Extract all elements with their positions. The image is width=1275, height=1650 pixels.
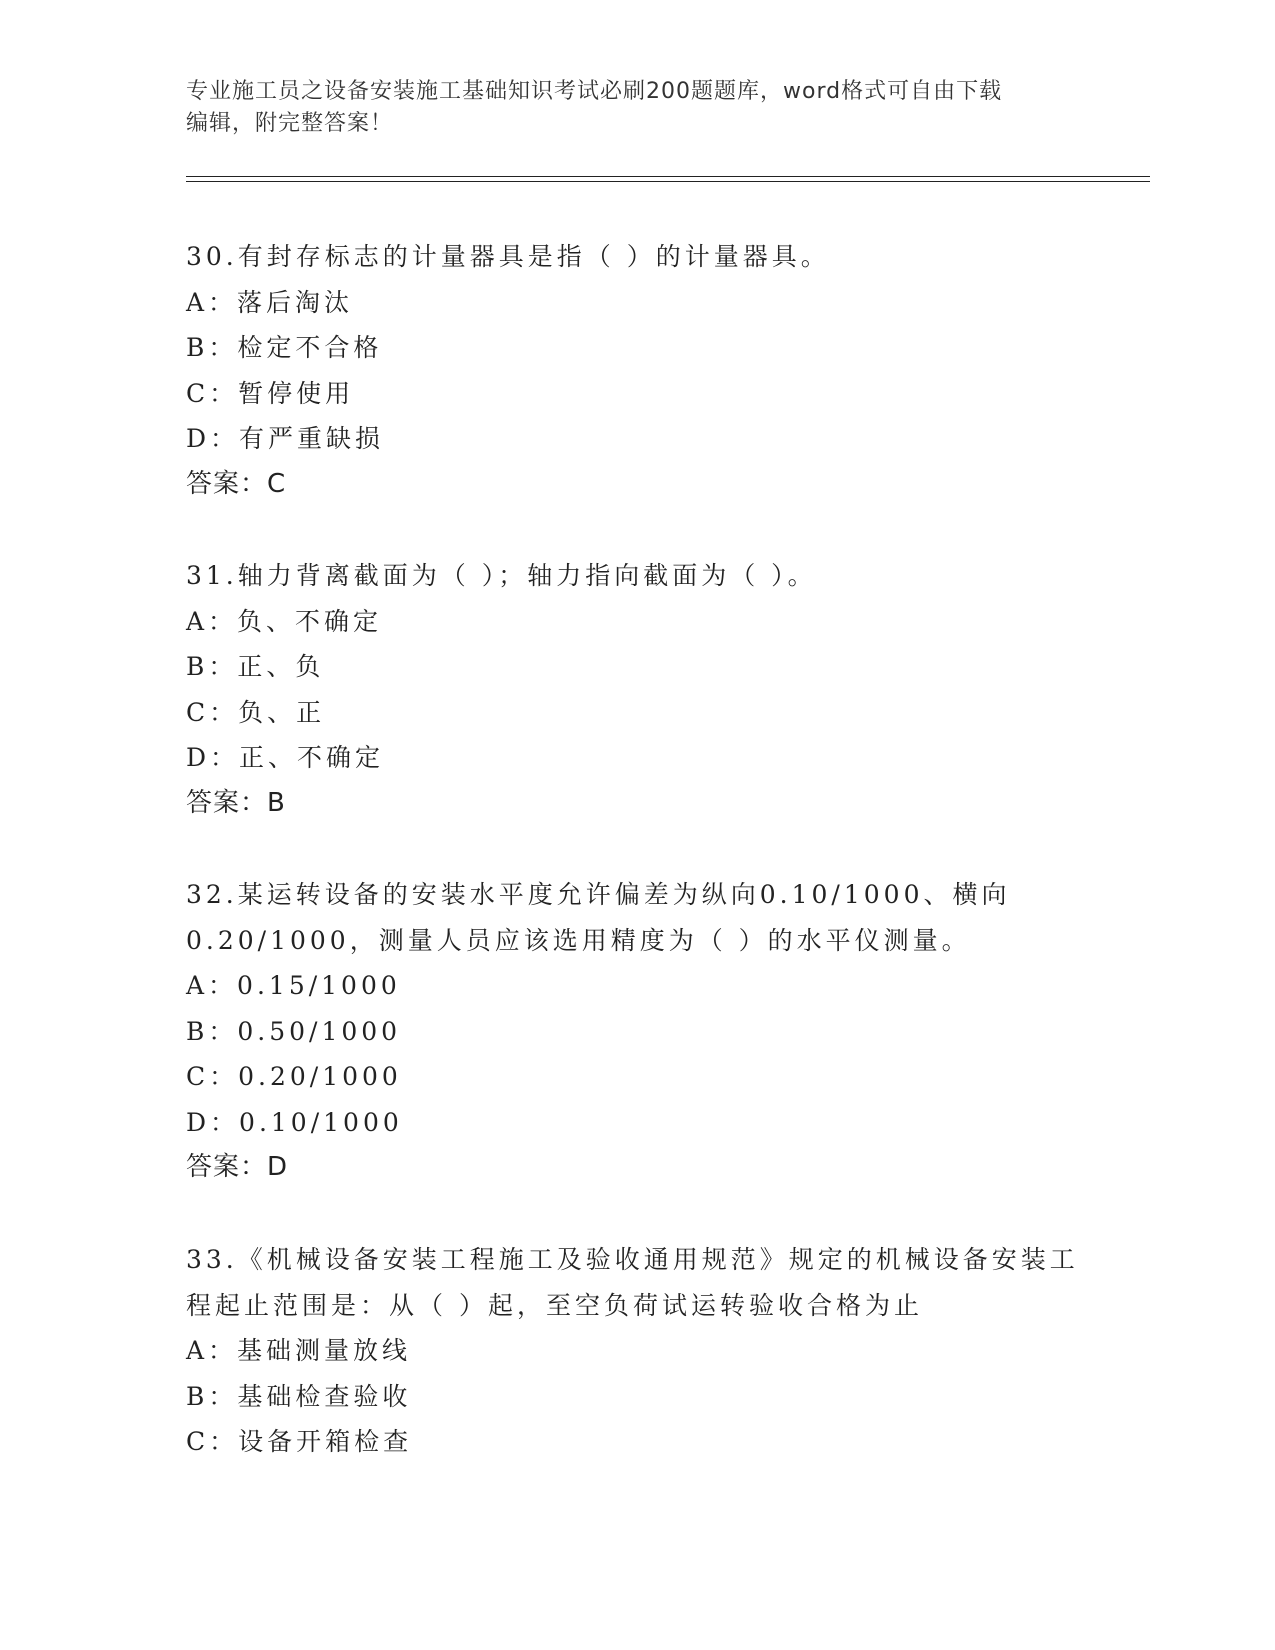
option-a: A：基础测量放线 <box>186 1336 412 1365</box>
option-a: A：0.15/1000 <box>186 971 401 1000</box>
question-33 <box>186 1237 1086 1465</box>
header-divider-top <box>186 176 1150 177</box>
question-stem: 31.轴力背离截面为（ ）；轴力指向截面为（ ）。 <box>186 561 817 590</box>
question-30 <box>186 234 1086 507</box>
option-b: B：正、负 <box>186 652 325 681</box>
option-a: A：负、不确定 <box>186 606 383 636</box>
answer-label: 答案：D <box>186 1152 289 1182</box>
answer-label: 答案：C <box>186 468 287 499</box>
option-a: A：落后淘汰 <box>186 287 354 317</box>
question-stem-line-1: 32.某运转设备的安装水平度允许偏差为纵向0.10/1000、横向 <box>186 880 1011 909</box>
header-divider-bottom <box>186 181 1150 182</box>
option-c: C：设备开箱检查 <box>186 1427 413 1456</box>
document-header <box>186 76 1086 140</box>
option-d: D：正、不确定 <box>186 743 385 772</box>
option-b: B：基础检查验收 <box>186 1381 412 1411</box>
answer-label: 答案：B <box>186 787 286 818</box>
question-32 <box>186 872 1086 1191</box>
option-b: B：检定不合格 <box>186 333 383 362</box>
question-stem-line-2: 0.20/1000，测量人员应该选用精度为（ ）的水平仪测量。 <box>186 925 971 955</box>
question-31 <box>186 553 1086 826</box>
question-stem-line-2: 程起止范围是：从（ ）起，至空负荷试运转验收合格为止 <box>186 1290 923 1320</box>
option-c: C：负、正 <box>186 697 326 727</box>
option-c: C：暂停使用 <box>186 378 355 408</box>
option-d: D：有严重缺损 <box>186 424 385 453</box>
header-line-1: 专业施工员之设备安装施工基础知识考试必刷200题题库，word格式可自由下载 <box>186 79 1003 104</box>
option-b: B：0.50/1000 <box>186 1016 402 1046</box>
question-stem: 30.有封存标志的计量器具是指（ ）的计量器具。 <box>186 242 830 271</box>
question-stem-line-1: 33.《机械设备安装工程施工及验收通用规范》规定的机械设备安装工 <box>186 1245 1079 1274</box>
option-c: C：0.20/1000 <box>186 1062 402 1091</box>
header-line-2: 编辑，附完整答案！ <box>186 111 394 136</box>
option-d: D：0.10/1000 <box>186 1107 403 1137</box>
